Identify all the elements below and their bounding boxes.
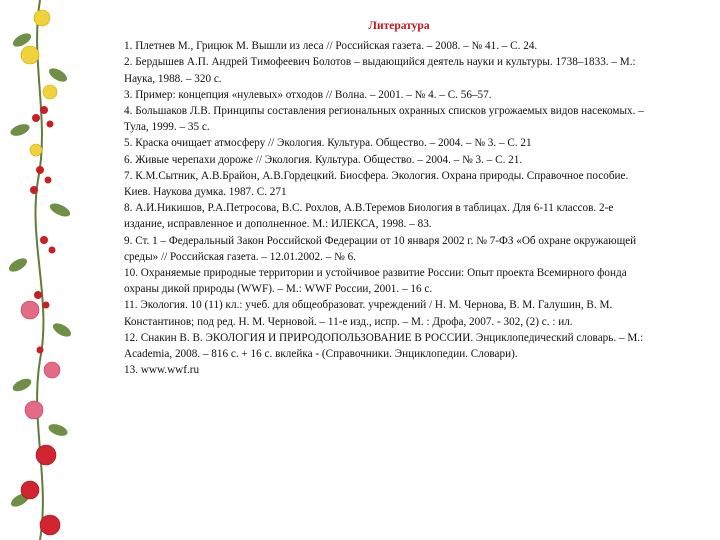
reference-2: 2. Бердышев А.П. Андрей Тимофеевич Болотов – выдающийся деятель науки и культуры. 1738–1833. – М.: Наука, 1988. – 320 с.: [124, 56, 639, 85]
reference-1: 1. Плетнев М., Грицюк М. Вышли из леса // Российская газета. – 2008. – № 41. – С. 24.: [124, 40, 538, 53]
reference-11: 11. Экология. 10 (11) кл.: учеб. для общеобразоват. учреждений / Н. М. Чернова, В. М. Галушин, В. М. Константинов; под ред. Н. М. Черновой. – 11-е изд., испр. – М. : Дрофа, 2007. - 302, (2) с. : ил.: [124, 299, 616, 328]
reference-4: 4. Большаков Л.В. Принципы составления региональных охранных списков угрожаемых видов насекомых. – Тула, 1999. – 35 с.: [124, 105, 647, 134]
reference-12: 12. Снакин В. В. ЭКОЛОГИЯ И ПРИРОДОПОЛЬЗОВАНИЕ В РОССИИ. Энциклопедический словарь. – М.: Academia, 2008. – 816 с. + 16 с. вклейка - (Справочники. Энциклопедии. Словари).: [124, 331, 646, 361]
reference-7: 7. К.М.Сытник, А.В.Брайон, А.В.Гордецкий. Биосфера. Экология. Охрана природы. Справочное пособие. Киев. Наукова думка. 1987. С. 271: [124, 169, 632, 199]
reference-13: 13. www.wwf.ru: [124, 364, 200, 377]
reference-6: 6. Живые черепахи дороже // Экология. Культура. Общество. – 2004. – № 3. – С. 21.: [124, 153, 523, 166]
reference-5: 5. Краска очищает атмосферу // Экология. Культура. Общество. – 2004. – № 3. – С. 21: [124, 137, 532, 150]
reference-9: 9. Ст. 1 – Федеральный Закон Российской Федерации от 10 января 2002 г. № 7-ФЗ «Об охране окружающей среды» // Российская газета. – 12.01.2002. – № 6.: [124, 234, 639, 263]
references-section: [124, 18, 647, 378]
reference-10: 10. Охраняемые природные территории и устойчивое развитие России: Опыт проекта Всемирного фонда охраны дикой природы (WWF). – М.: WWF России, 2001. – 16 с.: [124, 267, 630, 296]
page-title: Литература: [368, 20, 430, 32]
reference-3: 3. Пример: концепция «нулевых» отходов // Волна. – 2001. – № 4. – С. 56–57.: [124, 88, 492, 101]
reference-8: 8. А.И.Никишов, Р.А.Петросова, В.С. Рохлов, А.В.Теремов Биология в таблицах. Для 6-11 классов. 2-е издание, исправленное и дополненное. М.: ИЛЕКСА, 1998. – 83.: [124, 202, 617, 231]
red-flowers: [21, 445, 60, 535]
floral-border-decoration: [0, 0, 80, 540]
